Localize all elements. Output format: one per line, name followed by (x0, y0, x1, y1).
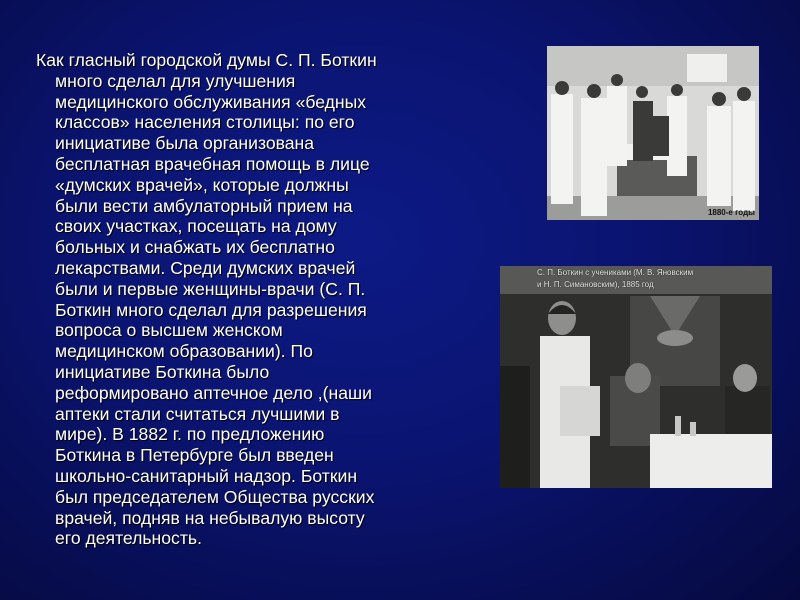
photo-botkin-students (500, 266, 772, 488)
text-line: школьно-санитарный надзор. Боткин (55, 465, 358, 486)
photo-caption-line-2: и Н. П. Симановским), 1885 год (537, 280, 654, 289)
text-line: своих участках, посещать на дому (55, 216, 337, 237)
body-text (36, 50, 476, 549)
text-line: «думских врачей», которые должны (55, 174, 349, 195)
text-line: Как гласный городской думы С. П. Боткин (36, 50, 377, 70)
text-line: много сделал для улучшения (55, 70, 296, 91)
text-line: классов» населения столицы: по его (55, 112, 355, 133)
text-line: Боткин много сделал для разрешения (55, 299, 367, 320)
ward-illustration (547, 46, 759, 220)
text-line: мире). В 1882 г. по предложению (55, 424, 325, 445)
text-line: лекарствами. Среди думских врачей (55, 257, 356, 278)
text-line: его деятельность. (55, 528, 202, 549)
text-line: были и первые женщины-врачи (С. П. (55, 278, 366, 299)
botkin-illustration (500, 266, 772, 488)
text-line: аптеки стали считаться лучшими в (55, 403, 340, 424)
text-line: вопроса о высшем женском (55, 320, 283, 341)
text-line: Боткина в Петербурге был введен (55, 445, 334, 466)
photo-hospital-ward (547, 46, 759, 220)
photo-caption: 1880-е годы (707, 208, 755, 217)
text-line: инициативе была организована (55, 133, 315, 154)
text-line: был председателем Общества русских (55, 486, 375, 507)
text-line: медицинского обслуживания «бедных (55, 91, 367, 112)
text-line: врачей, подняв на небывалую высоту (55, 507, 365, 528)
text-line: инициативе Боткина было (55, 361, 270, 382)
text-line: больных и снабжать их бесплатно (55, 237, 335, 258)
text-line: медицинском образовании). По (55, 341, 313, 362)
text-line: бесплатная врачебная помощь в лице (55, 153, 370, 174)
text-line: реформировано аптечное дело ,(наши (55, 382, 372, 403)
text-line: были вести амбулаторный прием на (55, 195, 353, 216)
photo-caption-line-1: С. П. Боткин с учениками (М. В. Яновским (537, 268, 694, 277)
